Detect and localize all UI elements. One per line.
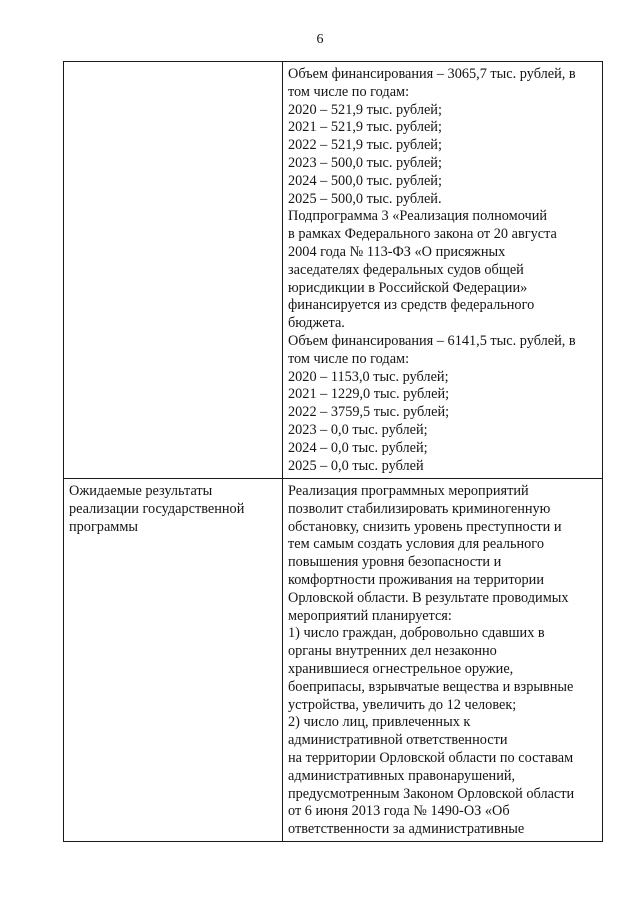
text-line: финансируется из средств федерального	[288, 297, 535, 314]
text-line: боеприпасы, взрывчатые вещества и взрывные	[288, 678, 574, 695]
text-line: бюджета.	[288, 315, 345, 332]
text-line: 2) число лиц, привлеченных к	[288, 714, 471, 731]
text-line: предусмотренным Законом Орловской области	[288, 785, 575, 802]
text-line: на территории Орловской области по составам	[288, 749, 574, 766]
text-line: заседателях федеральных судов общей	[288, 261, 524, 278]
text-line: 2025 – 0,0 тыс. рублей	[288, 457, 424, 474]
row-label-cell	[64, 479, 283, 842]
text-line: 2021 – 521,9 тыс. рублей;	[288, 119, 442, 136]
text-line: в рамках Федерального закона от 20 августа	[288, 226, 557, 243]
text-line: том числе по годам:	[288, 83, 410, 100]
text-line: реализации государственной	[69, 500, 245, 517]
text-line: административной ответственности	[288, 732, 508, 749]
text-line: повышения уровня безопасности и	[288, 554, 502, 571]
text-line: Объем финансирования – 3065,7 тыс. рублей, в	[288, 66, 576, 82]
text-line: Орловской области. В результате проводимых	[288, 589, 569, 606]
text-line: Ожидаемые результаты	[69, 483, 213, 499]
row-content-cell	[283, 62, 603, 479]
text-line: 2025 – 500,0 тыс. рублей.	[288, 190, 442, 207]
text-line: административных правонарушений,	[288, 767, 516, 784]
text-line: 2022 – 521,9 тыс. рублей;	[288, 137, 442, 154]
text-line: 2024 – 0,0 тыс. рублей;	[288, 439, 428, 456]
text-line: хранившиеся огнестрельное оружие,	[288, 660, 514, 677]
text-line: Реализация программных мероприятий	[288, 483, 529, 499]
text-line: 2020 – 1153,0 тыс. рублей;	[288, 368, 449, 385]
table-row	[64, 62, 603, 479]
text-line: 2023 – 500,0 тыс. рублей;	[288, 154, 442, 171]
text-line: обстановку, снизить уровень преступности и	[288, 518, 562, 535]
text-line: юрисдикции в Российской Федерации»	[288, 279, 528, 296]
text-line: тем самым создать условия для реального	[288, 536, 544, 553]
text-line: том числе по годам:	[288, 350, 410, 367]
program-passport-table	[63, 61, 603, 842]
text-line: 2021 – 1229,0 тыс. рублей;	[288, 386, 450, 403]
table-row	[64, 479, 603, 842]
text-line: ответственности за административные	[288, 821, 525, 838]
text-line: органы внутренних дел незаконно	[288, 643, 497, 660]
text-line: комфортности проживания на территории	[288, 571, 544, 588]
text-line: Подпрограмма 3 «Реализация полномочий	[288, 208, 548, 225]
text-line: 2024 – 500,0 тыс. рублей;	[288, 172, 442, 189]
text-line: 2020 – 521,9 тыс. рублей;	[288, 101, 442, 118]
text-line: мероприятий планируется:	[288, 607, 452, 624]
text-line: 2004 года № 113-ФЗ «О присяжных	[288, 243, 506, 260]
page-number: 6	[316, 32, 324, 47]
text-line: 2022 – 3759,5 тыс. рублей;	[288, 404, 450, 421]
text-line: программы	[69, 518, 139, 535]
text-line: 1) число граждан, добровольно сдавших в	[288, 625, 545, 642]
text-line: Объем финансирования – 6141,5 тыс. рублей, в	[288, 332, 576, 349]
text-line: позволит стабилизировать криминогенную	[288, 500, 551, 517]
text-line: устройства, увеличить до 12 человек;	[288, 696, 517, 713]
row-label-cell	[64, 62, 283, 479]
text-line: 2023 – 0,0 тыс. рублей;	[288, 421, 428, 438]
row-content-cell	[283, 479, 603, 842]
text-line: от 6 июня 2013 года № 1490-ОЗ «Об	[288, 803, 510, 820]
